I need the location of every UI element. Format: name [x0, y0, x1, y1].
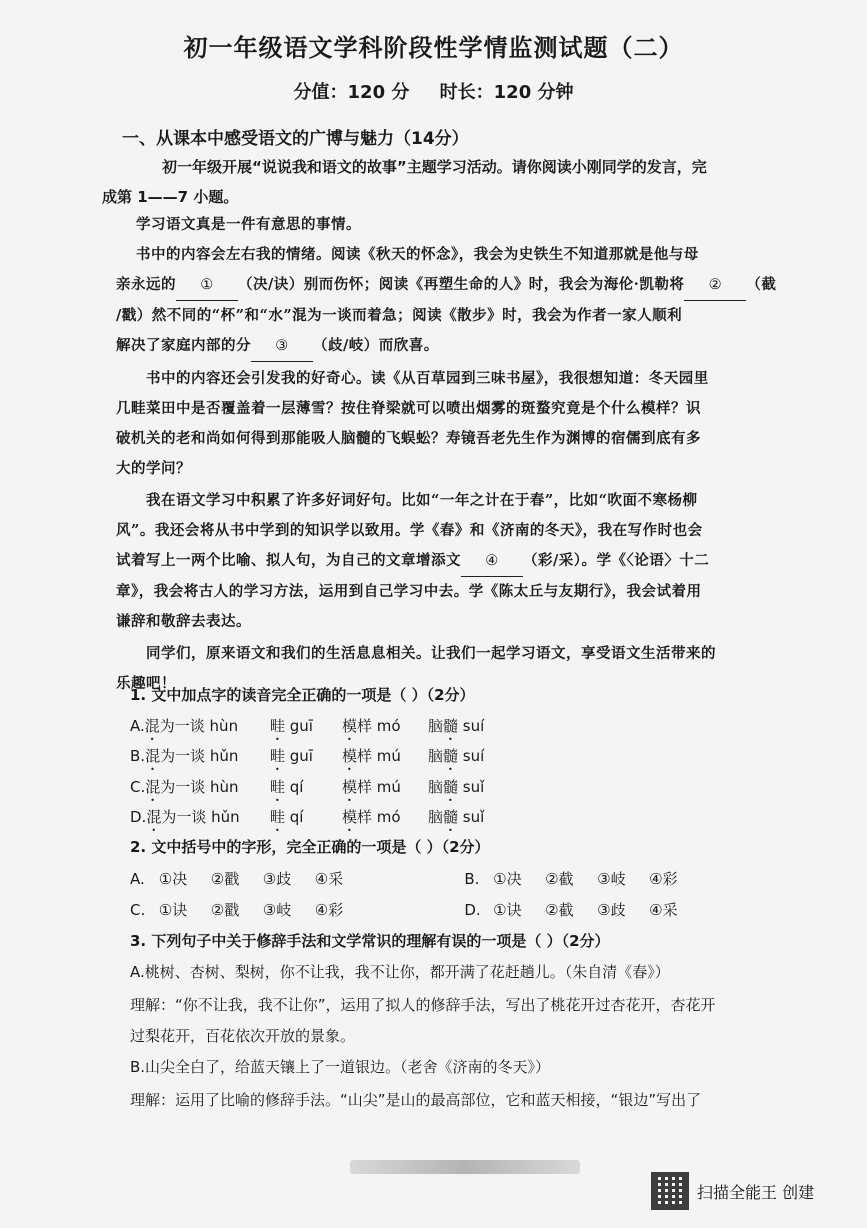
q2-option-d[interactable]: D.	[464, 901, 481, 919]
q3-option-b-explanation: 理解：运用了比喻的修辞手法。“山尖”是山的最高部位，它和蓝天相接，“银边”写出了	[130, 1091, 702, 1109]
scanner-watermark: 扫描全能王 创建	[697, 1183, 815, 1202]
score-label: 分值：120 分	[293, 82, 410, 103]
q2-option-a[interactable]: A.	[130, 870, 145, 888]
speech-p2-line: 解决了家庭内部的分 ③ （歧/岐）而欣喜。	[116, 331, 792, 362]
q1-option-d[interactable]: D.混为一谈 hǔn 畦 qí 模样 mó 脑髓 suǐ	[130, 808, 485, 826]
question-3-stem: 3. 下列句子中关于修辞手法和文学常识的理解有误的一项是（ ）（2分）	[130, 932, 610, 950]
q1-option-a[interactable]: A.混为一谈 hùn 畦 guī 模样 mó 脑髓 suí	[130, 717, 485, 735]
fill-blank-2: ②	[684, 270, 746, 301]
speech-p3-line: 破机关的老和尚如何得到那能吸人脑髓的飞蜈蚣？寿镜吾老先生作为渊博的宿儒到底有多	[116, 430, 701, 447]
q3-option-a-sentence[interactable]: A.桃树、杏树、梨树，你不让我，我不让你，都开满了花赶趟儿。（朱自清《春》）	[130, 963, 670, 981]
fill-blank-1: ①	[176, 270, 238, 301]
exam-meta	[0, 78, 867, 104]
duration-label: 时长：120 分钟	[439, 82, 574, 103]
qr-code-icon	[651, 1172, 689, 1210]
fill-blank-4: ④	[461, 546, 523, 577]
fill-blank-3: ③	[251, 331, 313, 362]
q3-option-b-sentence[interactable]: B.山尖全白了，给蓝天镶上了一道银边。（老舍《济南的冬天》）	[130, 1058, 551, 1076]
exam-title: 初一年级语文学科阶段性学情监测试题（二）	[183, 34, 684, 62]
q1-option-c[interactable]: C.混为一谈 hùn 畦 qí 模样 mú 脑髓 suǐ	[130, 778, 485, 796]
q1-option-b[interactable]: B.混为一谈 hǔn 畦 guī 模样 mú 脑髓 suí	[130, 747, 485, 765]
page-footer-blurred	[350, 1160, 580, 1174]
q2-options-row-1: A. ①决 ②戳 ③歧 ④采 B. ①决 ②截 ③岐 ④彩	[130, 870, 678, 888]
speech-p4-line: 章》，我会将古人的学习方法，运用到自己学习中去。学《陈太丘与友期行》，我会试着用	[116, 583, 702, 600]
q2-option-c[interactable]: C.	[130, 901, 146, 919]
question-1-stem: 1. 文中加点字的读音完全正确的一项是（ ）（2分）	[130, 686, 475, 704]
q3-option-a-explanation: 过梨花开，百花依次开放的景象。	[130, 1027, 356, 1045]
speech-p4-line: 谦辞和敬辞去表达。	[116, 613, 251, 630]
q2-options-row-2: C. ①诀 ②戳 ③岐 ④彩 D. ①诀 ②截 ③歧 ④采	[130, 901, 678, 919]
question-2-stem: 2. 文中括号中的字形，完全正确的一项是（ ）（2分）	[130, 838, 490, 856]
intro-line: 初一年级开展“说说我和语文的故事”主题学习活动。请你阅读小刚同学的发言，完	[162, 158, 707, 176]
section-intro	[102, 152, 792, 212]
speech-p1: 学习语文真是一件有意思的事情。	[136, 216, 361, 233]
speech-p2-line: 亲永远的 ① （决/诀）别而伤怀；阅读《再塑生命的人》时，我会为海伦·凯勒将 ② （截	[116, 270, 792, 301]
speech-p4-line: 我在语文学习中积累了许多好词好句。比如“一年之计在于春”，比如“吹面不寒杨柳	[146, 492, 698, 509]
speech-p3-line: 书中的内容还会引发我的好奇心。读《从百草园到三味书屋》，我很想知道：冬天园里	[146, 370, 709, 387]
speech-p4-line: 风”。我还会将从书中学到的知识学以致用。学《春》和《济南的冬天》，我在写作时也会	[116, 522, 703, 539]
speech-p5-line: 同学们，原来语文和我们的生活息息相关。让我们一起学习语文，享受语文生活带来的	[146, 645, 716, 662]
speech-p5-line: 乐趣吧！	[116, 675, 176, 692]
speech-text	[116, 210, 792, 699]
q3-option-a-explanation: 理解：“你不让我，我不让你”，运用了拟人的修辞手法，写出了桃花开过杏花开，杏花开	[130, 996, 716, 1014]
q2-option-b[interactable]: B.	[464, 870, 480, 888]
speech-p4-line: 试着写上一两个比喻、拟人句，为自己的文章增添文 ④ （彩/采）。学《〈论语〉十二	[116, 546, 792, 577]
intro-line: 成第 1——7 小题。	[102, 188, 239, 206]
speech-p2-line: /戳）然不同的“杯”和“水”混为一谈而着急；阅读《散步》时，我会为作者一家人顺利	[116, 307, 683, 324]
section-1-title: 一、从课本中感受语文的广博与魅力（14分）	[122, 129, 469, 149]
speech-p2-line: 书中的内容会左右我的情绪。阅读《秋天的怀念》，我会为史铁生不知道那就是他与母	[136, 246, 699, 263]
speech-p3-line: 大的学问？	[116, 460, 191, 477]
speech-p3-line: 几畦菜田中是否覆盖着一层薄雪？按住脊梁就可以喷出烟雾的斑蝥究竟是个什么模样？识	[116, 400, 701, 417]
